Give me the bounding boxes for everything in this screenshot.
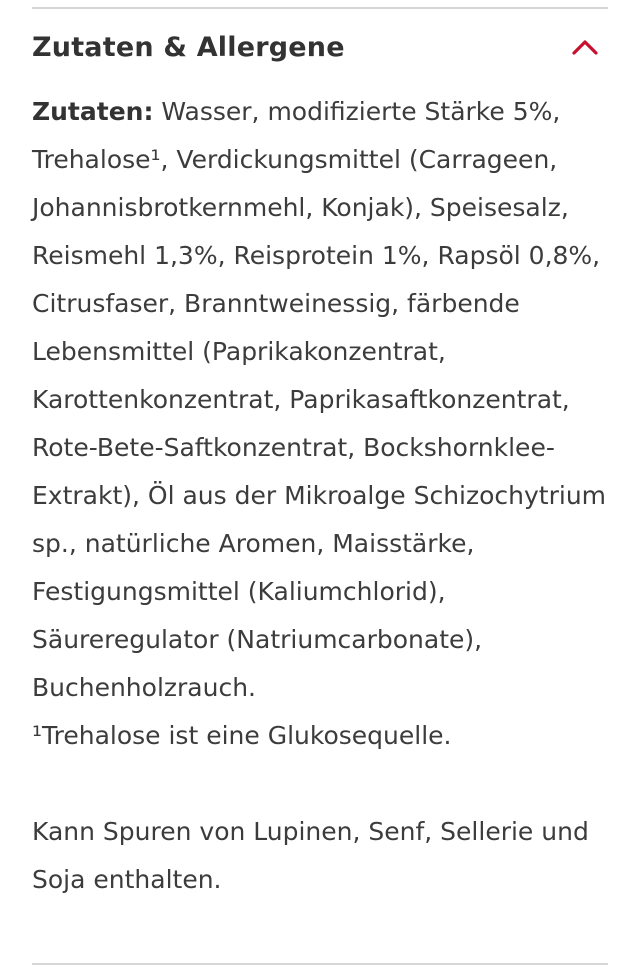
accordion-title: Zutaten & Allergene: [32, 31, 345, 63]
accordion-content: [32, 88, 608, 904]
chevron-up-icon[interactable]: [570, 35, 600, 59]
ingredients-paragraph: [32, 88, 608, 712]
accordion-header-ingredients-allergens[interactable]: [32, 22, 608, 72]
top-divider: [32, 7, 608, 9]
spacer: [32, 760, 608, 808]
ingredients-label: Zutaten:: [32, 97, 154, 126]
ingredients-footnote: ¹Trehalose ist eine Glukosequelle.: [32, 721, 452, 750]
allergen-trace-note: Kann Spuren von Lupinen, Senf, Sellerie und Soja enthalten.: [32, 817, 589, 894]
ingredients-text: Wasser, modifizierte Stärke 5%, Trehalose¹, Verdickungsmittel (Carrageen, Johannisbrotkernmehl, Konjak), Speisesalz, Reismehl 1,3%, Reisprotein 1%, Rapsöl 0,8%, Citrusfaser, Branntweinessig, färbende Lebensmittel (Paprikakonzentrat, Karottenkonzentrat, Paprikasaftkonzentrat, Rote-Bete-Saftkonzentrat, Bockshornklee-Extrakt), Öl aus der Mikroalge Schizochytrium sp., natürliche Aromen, Maisstärke, Festigungsmittel (Kaliumchlorid), Säureregulator (Natriumcarbonate), Buchenholzrauch.: [32, 97, 607, 702]
bottom-divider: [32, 963, 608, 965]
